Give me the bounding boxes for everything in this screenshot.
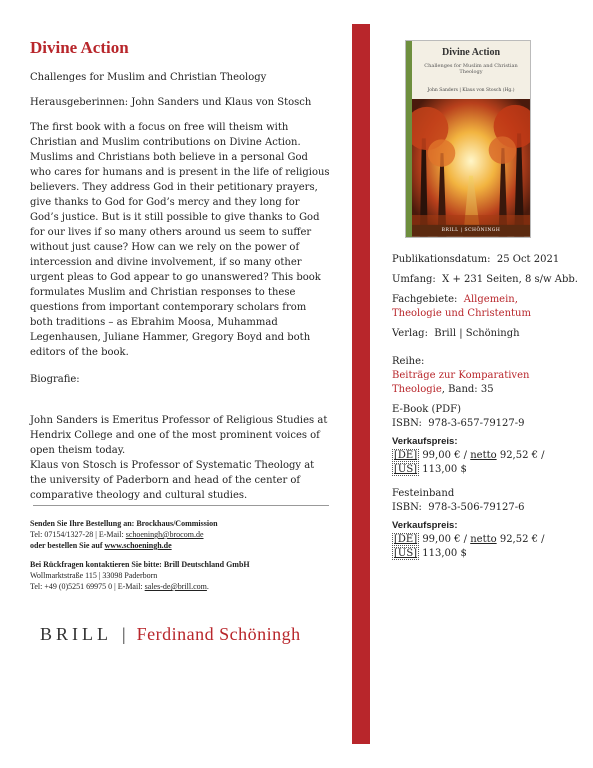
subject-link-theologie[interactable]: Theologie und Christentum: [392, 308, 531, 319]
cover-subtitle: Challenges for Muslim and Christian Theology: [424, 63, 518, 75]
format-name: E-Book (PDF): [392, 404, 461, 415]
publisher-value: Brill | Schöningh: [434, 328, 520, 339]
logo-schoeningh: Ferdinand Schöningh: [136, 624, 301, 644]
query-tel: Tel: +49 (0)5251 69975 0 | E-Mail:: [30, 582, 145, 591]
order-heading: Senden Sie Ihre Bestellung an: Brockhaus/Commission: [30, 519, 218, 528]
pubdate-row: Publikationsdatum: 25 Oct 2021: [392, 254, 560, 265]
order-tel: Tel: 07154/1327-28 | E-Mail:: [30, 530, 126, 539]
order-web-line: [30, 540, 340, 551]
price-line: [DE] 99,00 € / netto 92,52 € /: [394, 534, 545, 545]
series-link[interactable]: Beiträge zur Komparativen Theologie: [392, 370, 530, 395]
accent-bar: [352, 24, 370, 744]
main-content: [30, 38, 330, 503]
book-editors: Herausgeberinnen: John Sanders und Klaus von Stosch: [30, 97, 312, 108]
biography-stosch: Klaus von Stosch is Professor of Systematic Theology at the university of Paderborn and head of the center of comparative theology and cultural studies.: [30, 460, 315, 501]
cover-forest-illustration: [412, 99, 530, 237]
divider: [33, 505, 329, 506]
order-website-link[interactable]: www.schoeningh.de: [104, 541, 172, 550]
query-address: Wollmarktstraße 115 | 33098 Paderborn: [30, 571, 158, 580]
price-line-us: [US] 113,00 $: [394, 464, 467, 475]
price-line: [DE] 99,00 € / netto 92,52 € /: [394, 450, 545, 461]
biography-sanders: John Sanders is Emeritus Professor of Religious Studies at Hendrix College and one of the most prominent voices of open theism today.: [30, 415, 328, 456]
book-description: The first book with a focus on free will theism with Christian and Muslim contributions on Divine Action. Muslims and Christians both believe in a personal God who cares for humans and is present in the life of religious believers. They address God in their petitionary prayers, give thanks to God for God’s mercy and they long for God’s justice. But is it still possible to give thanks to God for our lives if so many others around us seem to suffer without just cause? How can we rely on the power of intercession and divine involvement, if so many other urgent pleas to God appear to go unanswered? This book formulates Muslim and Christian responses to these questions from important contemporary scholars from both traditions – as Ebrahim Moosa, Muhammad Legenhausen, Juliane Hammer, Gregory Boyd and both editors of the book.: [30, 122, 330, 358]
price-label: Verkaufspreis:: [392, 520, 458, 531]
cover-title: Divine Action: [441, 47, 501, 58]
cover-publisher: BRILL | SCHÖNINGH: [441, 228, 501, 233]
query-heading: Bei Rückfragen kontaktieren Sie bitte: Brill Deutschland GmbH: [30, 560, 250, 569]
book-cover: [405, 40, 531, 238]
book-details: [392, 253, 582, 561]
book-subtitle: Challenges for Muslim and Christian Theology: [30, 72, 267, 83]
logo-brill: BRILL: [40, 624, 112, 644]
format-isbn: ISBN: 978-3-657-79127-9: [392, 418, 525, 429]
contact-block: [30, 518, 340, 592]
series-row: [392, 369, 582, 397]
format-hardcover: [392, 487, 582, 561]
subject-link-allgemein[interactable]: Allgemein: [463, 294, 515, 305]
format-name: Festeinband: [392, 488, 455, 499]
price-label: Verkaufspreis:: [392, 436, 458, 447]
cover-authors: John Sanders | Klaus von Stosch (Hg.): [427, 88, 515, 93]
query-contact-line: Tel: +49 (0)5251 69975 0 | E-Mail: sales-de@brill.com.: [30, 582, 209, 591]
series-label: Reihe:: [392, 356, 425, 367]
format-isbn: ISBN: 978-3-506-79127-6: [392, 502, 525, 513]
publisher-logo: [40, 624, 301, 645]
scope-row: Umfang: X + 231 Seiten, 8 s/w Abb.: [392, 274, 578, 285]
book-title: Divine Action: [30, 38, 129, 57]
scope-value: X + 231 Seiten, 8 s/w Abb.: [442, 274, 578, 285]
price-line-us: [US] 113,00 $: [394, 548, 467, 559]
order-email-link[interactable]: schoeningh@brocom.de: [125, 530, 204, 539]
logo-separator: |: [122, 624, 127, 644]
biography-label: Biografie:: [30, 374, 80, 385]
pubdate-value: 25 Oct 2021: [496, 254, 560, 265]
publisher-row: Verlag: Brill | Schöningh: [392, 328, 520, 339]
query-email-link[interactable]: sales-de@brill.com: [144, 582, 207, 591]
subjects-row: Fachgebiete: Allgemein, Theologie und Christentum: [392, 294, 531, 319]
series-volume: , Band: 35: [441, 384, 494, 395]
order-or-text: oder bestellen Sie auf: [30, 541, 105, 550]
format-ebook: [392, 403, 582, 477]
order-contact-line: [30, 529, 340, 540]
